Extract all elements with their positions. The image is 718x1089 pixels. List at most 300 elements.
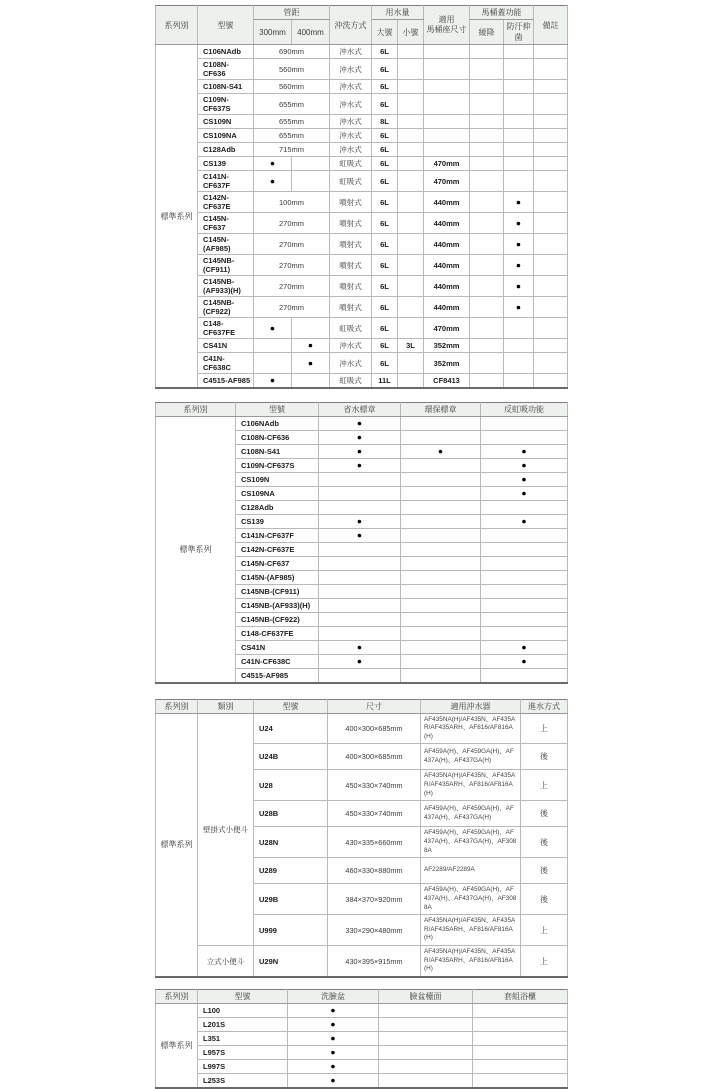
cell [424,80,470,94]
col-anti-siphon: 反虹吸功能 [481,403,568,417]
certification-table [155,402,568,684]
cell [379,1046,473,1060]
model-cell: C142N-CF637E [198,192,254,213]
basin-header [156,990,568,1004]
cell [292,171,330,192]
cell: 270mm [254,234,330,255]
cell [401,529,481,543]
series-cell: 標準系列 [156,1004,198,1088]
cell [401,515,481,529]
model-cell: CS139 [236,515,319,529]
cell [534,59,568,80]
value-cell: 6L [372,318,398,339]
cell [401,571,481,585]
cell [401,543,481,557]
cell: 655mm [254,94,330,115]
col-model: 型號 [198,990,288,1004]
model-cell: C4515-AF985 [198,374,254,389]
cell [398,353,424,374]
col-water-saving-label: 省水標章 [319,403,401,417]
col-lid-antibacterial: 防汙抑菌 [504,20,534,45]
table-row [156,946,568,977]
model-cell: L351 [198,1032,288,1046]
cell [401,669,481,683]
model-cell: C108N-S41 [198,80,254,94]
model-cell: U29N [254,946,328,977]
cell [473,1018,568,1032]
cell [470,143,504,157]
value-cell: 6L [372,276,398,297]
cell [319,613,401,627]
cell: 270mm [254,297,330,318]
urinal-spec-table [155,699,568,979]
toilet-spec-body [156,45,568,389]
table-row [156,59,568,80]
cell: 虹吸式 [330,318,372,339]
cell [473,1032,568,1046]
table-row [156,1018,568,1032]
feature-dot: ● [504,213,534,234]
cell [319,585,401,599]
feature-dot: ● [481,515,568,529]
value-cell: 440mm [424,234,470,255]
cell [481,543,568,557]
flush-valve-list-cell: AF2289/AF2289A [421,858,521,884]
cell [401,655,481,669]
cell [481,529,568,543]
size-cell: 330×290×480mm [328,915,421,946]
model-cell: C106NAdb [236,417,319,431]
cell: 噴射式 [330,192,372,213]
cell: 噴射式 [330,234,372,255]
model-cell: C148-CF637FE [198,318,254,339]
cell [481,571,568,585]
cell [398,318,424,339]
value-cell: 440mm [424,276,470,297]
cell [379,1074,473,1088]
cell [424,94,470,115]
size-cell: 400×300×685mm [328,713,421,744]
cell [534,143,568,157]
feature-dot: ● [504,192,534,213]
col-series: 系列別 [156,990,198,1004]
feature-dot: ● [481,641,568,655]
feature-dot: ● [254,374,292,389]
model-cell: C145NB-(CF922) [198,297,254,318]
cell [534,318,568,339]
cell: 655mm [254,129,330,143]
feature-dot: ● [504,276,534,297]
cell: 沖水式 [330,115,372,129]
cell [504,115,534,129]
cell [534,297,568,318]
cell [534,276,568,297]
col-pipe-300: 300mm [254,20,292,45]
cell [319,543,401,557]
inlet-cell: 後 [521,884,568,915]
feature-dot: ● [292,339,330,353]
cell [398,45,424,59]
cell [470,353,504,374]
model-cell: C145NB-(AF933)(H) [198,276,254,297]
table-row [156,339,568,353]
value-cell: 6L [372,157,398,171]
inlet-cell: 上 [521,713,568,744]
cell [470,318,504,339]
col-inlet: 進水方式 [521,699,568,713]
col-pipe-400: 400mm [292,20,330,45]
cell [534,234,568,255]
feature-dot: ● [504,297,534,318]
cell [534,80,568,94]
model-cell: U28N [254,827,328,858]
table-row [156,713,568,744]
model-cell: C109N-CF637S [198,94,254,115]
value-cell: 440mm [424,297,470,318]
value-cell: 470mm [424,318,470,339]
table-row [156,45,568,59]
cell [254,339,292,353]
col-model: 型號 [236,403,319,417]
cell [504,129,534,143]
cell [470,297,504,318]
cell [254,353,292,374]
cell [319,557,401,571]
model-cell: C148-CF637FE [236,627,319,641]
model-cell: C108N-CF636 [198,59,254,80]
cell [504,94,534,115]
table-row [156,157,568,171]
cell [319,487,401,501]
flush-valve-list-cell: AF435NA(H)/AF435N、AF435AR/AF435ARH、AF816/AF816A(H) [421,915,521,946]
category-cell: 壁掛式小便斗 [198,713,254,946]
cell [401,487,481,501]
model-cell: L997S [198,1060,288,1074]
cell [534,157,568,171]
cell: 噴射式 [330,255,372,276]
cell [319,571,401,585]
urinal-spec-body [156,713,568,977]
cell: 虹吸式 [330,157,372,171]
size-cell: 430×335×660mm [328,827,421,858]
model-cell: C145N-(AF985) [236,571,319,585]
feature-dot: ● [254,171,292,192]
cell [481,613,568,627]
cell: 270mm [254,213,330,234]
table-row [156,192,568,213]
cell [534,374,568,389]
table-row [156,115,568,129]
flush-valve-list-cell: AF435NA(H)/AF435N、AF435AR/AF435ARH、AF816/AF816A(H) [421,946,521,977]
value-cell: CF8413 [424,374,470,389]
cell [292,318,330,339]
inlet-cell: 後 [521,801,568,827]
cell: 虹吸式 [330,171,372,192]
feature-dot: ● [319,655,401,669]
col-water-small: 小號 [398,20,424,45]
feature-dot: ● [401,445,481,459]
value-cell: 6L [372,59,398,80]
model-cell: C4515-AF985 [236,669,319,683]
cell [470,94,504,115]
cell [401,585,481,599]
cell [398,255,424,276]
feature-dot: ● [504,255,534,276]
col-washbasin: 洗臉盆 [288,990,379,1004]
cell [470,192,504,213]
cell [470,129,504,143]
col-eco-label: 環保標章 [401,403,481,417]
col-series: 系列別 [156,6,198,45]
cell [424,115,470,129]
model-cell: U28 [254,770,328,801]
model-cell: U24 [254,713,328,744]
cell [424,59,470,80]
cell [401,501,481,515]
cell [504,59,534,80]
table-row [156,213,568,234]
cell [319,473,401,487]
size-cell: 430×395×915mm [328,946,421,977]
cell [379,1004,473,1018]
cell [504,339,534,353]
cell [473,1004,568,1018]
cell: 655mm [254,115,330,129]
table-row [156,1074,568,1088]
feature-dot: ● [254,157,292,171]
feature-dot: ● [319,459,401,473]
cell [398,59,424,80]
cell: 560mm [254,59,330,80]
model-cell: L201S [198,1018,288,1032]
col-seat-size [424,6,470,45]
table-gap [155,978,718,989]
flush-valve-list-cell: AF459A(H)、AF459GA(H)、AF437A(H)、AF437GA(H) [421,801,521,827]
inlet-cell: 上 [521,770,568,801]
certification-body [156,417,568,683]
cell [504,143,534,157]
cell [292,157,330,171]
flush-valve-list-cell: AF435NA(H)/AF435N、AF435AR/AF435ARH、AF816/AF816A(H) [421,713,521,744]
cell [470,213,504,234]
model-cell: CS109NA [198,129,254,143]
value-cell: 470mm [424,171,470,192]
cell [319,669,401,683]
cell [534,45,568,59]
value-cell: 6L [372,339,398,353]
inlet-cell: 後 [521,744,568,770]
cell [398,129,424,143]
cell [481,557,568,571]
table-row [156,234,568,255]
feature-dot: ● [481,655,568,669]
table-row [156,1032,568,1046]
feature-dot: ● [288,1046,379,1060]
cell: 沖水式 [330,143,372,157]
cell [470,374,504,389]
model-cell: C128Adb [198,143,254,157]
feature-dot: ● [481,459,568,473]
cell [398,234,424,255]
toilet-spec-table [155,5,568,389]
value-cell: 470mm [424,157,470,171]
table-row [156,94,568,115]
size-cell: 384×370×920mm [328,884,421,915]
value-cell: 6L [372,255,398,276]
table-gap [155,684,718,699]
col-cabinet-set: 套組浴櫃 [473,990,568,1004]
feature-dot: ● [481,473,568,487]
cell [481,431,568,445]
cell [481,585,568,599]
col-size: 尺寸 [328,699,421,713]
value-cell: 6L [372,143,398,157]
cell [481,669,568,683]
col-seat-size-line2: 馬桶座尺寸 [426,25,467,34]
cell: 虹吸式 [330,374,372,389]
cell: 噴射式 [330,297,372,318]
flush-valve-list-cell: AF459A(H)、AF459GA(H)、AF437A(H)、AF437GA(H)、AF3088A [421,884,521,915]
cell [473,1060,568,1074]
feature-dot: ● [319,515,401,529]
value-cell: 6L [372,94,398,115]
cell [481,627,568,641]
cell [398,374,424,389]
category-cell: 立式小便斗 [198,946,254,977]
cell [379,1060,473,1074]
value-cell: 6L [372,353,398,374]
col-series: 系列別 [156,699,198,713]
value-cell: 6L [372,192,398,213]
model-cell: C108N-CF636 [236,431,319,445]
feature-dot: ● [288,1032,379,1046]
cell [534,353,568,374]
cell: 沖水式 [330,80,372,94]
model-cell: C141N-CF637F [236,529,319,543]
value-cell: 440mm [424,213,470,234]
cell [470,80,504,94]
cell [534,192,568,213]
model-cell: L253S [198,1074,288,1088]
model-cell: C145N-CF637 [198,213,254,234]
table-row [156,276,568,297]
table-row [156,374,568,389]
col-flush-type: 沖洗方式 [330,6,372,45]
model-cell: C145N-(AF985) [198,234,254,255]
feature-dot: ● [319,529,401,543]
cell: 270mm [254,255,330,276]
cell [504,171,534,192]
model-cell: C145NB-(CF911) [236,585,319,599]
table-row [156,297,568,318]
basin-body [156,1004,568,1088]
col-model: 型號 [198,6,254,45]
table-row [156,318,568,339]
cell [470,339,504,353]
cell [401,473,481,487]
cell [401,459,481,473]
model-cell: L100 [198,1004,288,1018]
cell [534,129,568,143]
value-cell: 6L [372,171,398,192]
size-cell: 450×330×740mm [328,801,421,827]
feature-dot: ● [288,1074,379,1088]
value-cell: 352mm [424,339,470,353]
cell [504,318,534,339]
value-cell: 3L [398,339,424,353]
value-cell: 6L [372,234,398,255]
model-cell: C145NB-(CF911) [198,255,254,276]
table-row [156,417,568,431]
model-cell: CS41N [236,641,319,655]
series-cell: 標準系列 [156,417,236,683]
table-row [156,143,568,157]
col-seat-size-line1: 適用 [438,15,455,24]
cell: 270mm [254,276,330,297]
cell [470,234,504,255]
value-cell: 6L [372,213,398,234]
model-cell: U28B [254,801,328,827]
table-row [156,1004,568,1018]
toilet-spec-header [156,6,568,45]
model-cell: U29B [254,884,328,915]
col-water-usage: 用水量 [372,6,424,20]
cell [470,255,504,276]
flush-valve-list-cell: AF459A(H)、AF459GA(H)、AF437A(H)、AF437GA(H)、AF3088A [421,827,521,858]
cell [504,374,534,389]
cell [470,171,504,192]
cell [401,431,481,445]
cell [319,501,401,515]
cell [424,129,470,143]
cell [470,115,504,129]
cell: 沖水式 [330,129,372,143]
table-row [156,1046,568,1060]
cell [379,1032,473,1046]
cell [398,80,424,94]
cell [401,417,481,431]
cell [424,143,470,157]
feature-dot: ● [504,234,534,255]
table-row [156,129,568,143]
cell [398,143,424,157]
value-cell: 352mm [424,353,470,374]
cell [504,157,534,171]
model-cell: C109N-CF637S [236,459,319,473]
cell: 560mm [254,80,330,94]
table-row [156,80,568,94]
model-cell: CS109N [198,115,254,129]
model-cell: U24B [254,744,328,770]
col-flush-valve: 適用沖水器 [421,699,521,713]
cell [481,599,568,613]
cell [504,45,534,59]
inlet-cell: 上 [521,946,568,977]
size-cell: 450×330×740mm [328,770,421,801]
feature-dot: ● [319,431,401,445]
inlet-cell: 上 [521,915,568,946]
value-cell: 8L [372,115,398,129]
model-cell: L957S [198,1046,288,1060]
cell [401,627,481,641]
cell: 噴射式 [330,213,372,234]
feature-dot: ● [481,445,568,459]
cell [398,297,424,318]
model-cell: C145NB-(CF922) [236,613,319,627]
cell [470,59,504,80]
table-row [156,255,568,276]
cell [504,353,534,374]
